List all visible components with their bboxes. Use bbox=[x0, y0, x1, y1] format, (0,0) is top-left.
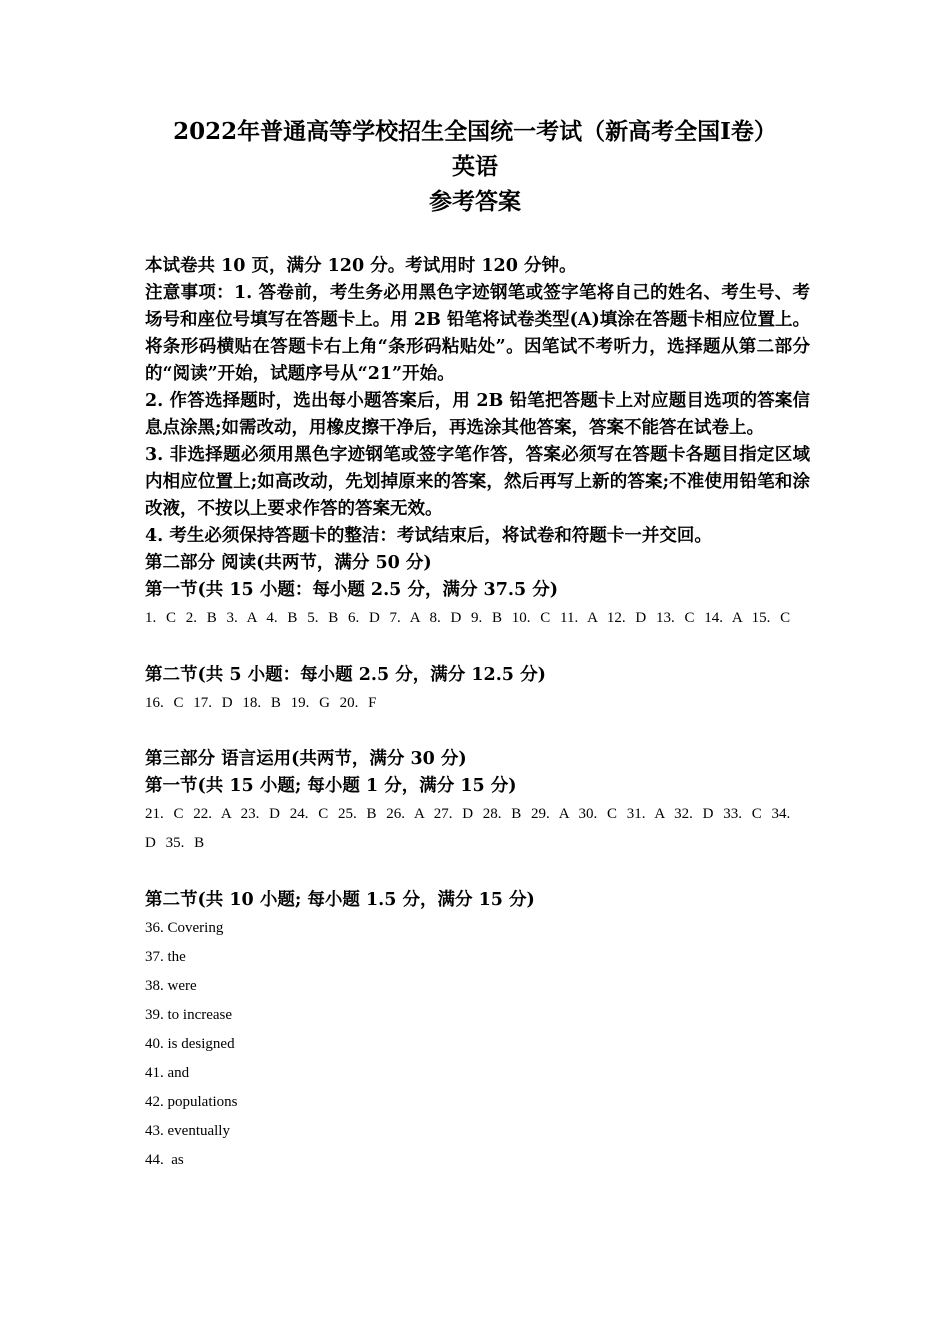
part2-section2-heading: 第二节(共 5 小题：每小题 2.5 分，满分 12.5 分) bbox=[145, 665, 546, 685]
fill-answer-38: 38. were bbox=[145, 978, 197, 994]
fill-answer-41: 41. and bbox=[145, 1065, 190, 1081]
fill-answer-43: 43. eventually bbox=[145, 1123, 230, 1139]
fill-answer-37: 37. the bbox=[145, 949, 186, 965]
subject-title: 英语 bbox=[452, 153, 498, 180]
part2-heading: 第二部分 阅读(共两节，满分 50 分) bbox=[145, 553, 432, 573]
fill-answer-42: 42. populations bbox=[145, 1094, 238, 1110]
answer-key-title: 参考答案 bbox=[429, 188, 521, 215]
exam-summary: 本试卷共 10 页，满分 120 分。考试用时 120 分钟。 bbox=[145, 256, 577, 276]
part2-section2-answers: 16. C 17. D 18. B 19. G 20. F bbox=[145, 695, 377, 711]
part2-section1-answers: 1. C 2. B 3. A 4. B 5. B 6. D 7. A 8. D 9. B 10. C 11. A 12. D 13. C 14. A 15. C bbox=[145, 610, 791, 626]
instruction-4: 4. 考生必须保持答题卡的整洁：考试结束后，将试卷和符题卡一并交回。 bbox=[145, 526, 712, 546]
part3-section1-answers: 21. C 22. A 23. D 24. C 25. B 26. A 27. D 28. B 29. A 30. C 31. A 32. D 33. C 34. D 35. B bbox=[145, 806, 791, 851]
spacer bbox=[145, 858, 810, 887]
instruction-2: 2. 作答选择题时，选出每小题答案后，用 2B 铅笔把答题卡上对应题目选项的答案信息点涂黑;如需改动，用橡皮擦干净后，再选涂其他答案，答案不能答在试卷上。 bbox=[145, 391, 810, 438]
instruction-3: 3. 非选择题必须用黑色字迹钢笔或签字笔作答，答案必须写在答题卡各题目指定区域内相应位置上;如高改动，先划掉原来的答案，然后再写上新的答案;不准使用铅笔和涂改液，不按以上要求作答的答案无效。 bbox=[145, 445, 810, 519]
spacer bbox=[145, 633, 810, 662]
exam-title: 2022年普通高等学校招生全国统一考试（新高考全国Ⅰ卷） bbox=[173, 118, 777, 145]
part3-heading: 第三部分 语言运用(共两节，满分 30 分) bbox=[145, 749, 467, 769]
instruction-1: 注意事项：1. 答卷前，考生务必用黑色字迹钢笔或签字笔将自己的姓名、考生号、考场号和座位号填写在答题卡上。用 2B 铅笔将试卷类型(A)填涂在答题卡相应位置上。将条形码横贴在答题卡右上角“条形码粘贴处”。因笔试不考听力，选择题从第二部分的“阅读”开始，试题序号从“21”开始。 bbox=[145, 283, 810, 384]
part3-section1-heading: 第一节(共 15 小题; 每小题 1 分，满分 15 分) bbox=[145, 776, 517, 796]
document-title bbox=[0, 114, 950, 219]
fill-answer-36: 36. Covering bbox=[145, 920, 224, 936]
spacer bbox=[145, 718, 810, 746]
fill-answer-39: 39. to increase bbox=[145, 1007, 233, 1023]
fill-answer-40: 40. is designed bbox=[145, 1036, 235, 1052]
part3-section2-heading: 第二节(共 10 小题; 每小题 1.5 分，满分 15 分) bbox=[145, 890, 535, 910]
part2-section1-heading: 第一节(共 15 小题：每小题 2.5 分，满分 37.5 分) bbox=[145, 580, 559, 600]
document-body bbox=[145, 253, 810, 1175]
fill-answer-44: 44. as bbox=[145, 1152, 184, 1168]
